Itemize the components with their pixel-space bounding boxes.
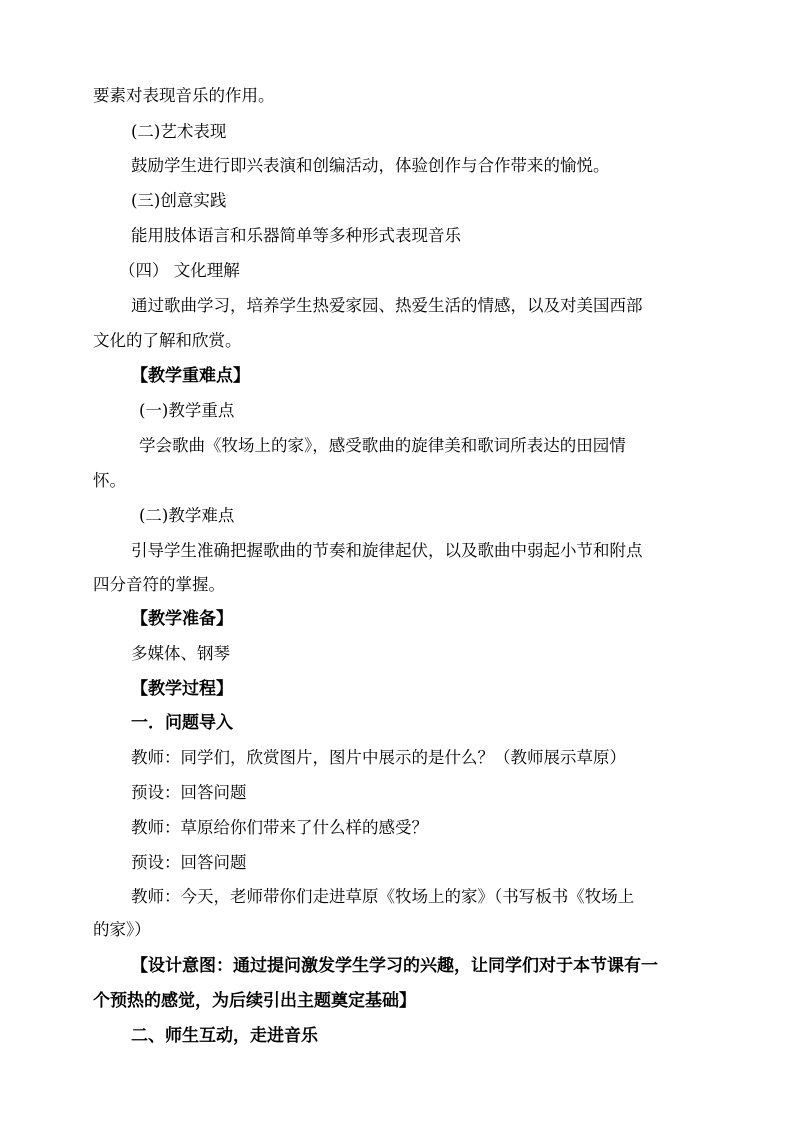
subsection-heading: (二)教学难点 bbox=[139, 506, 235, 525]
text-line: 预设：回答问题 bbox=[131, 853, 247, 872]
text-line: 引导学生准确把握歌曲的节奏和旋律起伏，以及歌曲中弱起小节和附点 bbox=[131, 541, 643, 560]
text-line: 预设：回答问题 bbox=[131, 783, 247, 802]
subsection-heading: （四） 文化理解 bbox=[119, 261, 240, 280]
text-line: 要素对表现音乐的作用。 bbox=[93, 86, 275, 105]
design-intent-note: 个预热的感觉，为后续引出主题奠定基础】 bbox=[93, 991, 416, 1011]
text-line: 多媒体、钢琴 bbox=[131, 644, 230, 663]
text-line: 能用肢体语言和乐器简单等多种形式表现音乐 bbox=[131, 226, 461, 245]
section-heading: 【教学准备】 bbox=[131, 609, 233, 629]
text-line: 四分音符的掌握。 bbox=[93, 575, 225, 594]
section-heading: 二、师生互动，走进音乐 bbox=[131, 1026, 318, 1046]
design-intent-note: 【设计意图：通过提问激发学生学习的兴趣，让同学们对于本节课有一 bbox=[131, 956, 658, 976]
text-line: 怀。 bbox=[93, 471, 126, 490]
text-line: 教师：同学们，欣赏图片，图片中展示的是什么？（教师展示草原） bbox=[131, 748, 626, 767]
subsection-heading: (二)艺术表现 bbox=[131, 122, 227, 141]
text-line: 学会歌曲《牧场上的家》，感受歌曲的旋律美和歌词所表达的田园情 bbox=[139, 436, 626, 455]
text-line: 鼓励学生进行即兴表演和创编活动，体验创作与合作带来的愉悦。 bbox=[131, 156, 610, 175]
section-heading: 【教学过程】 bbox=[131, 679, 233, 699]
subsection-heading: (三)创意实践 bbox=[131, 191, 227, 210]
text-line: 的家》） bbox=[93, 920, 151, 939]
text-line: 通过歌曲学习，培养学生热爱家园、热爱生活的情感，以及对美国西部 bbox=[131, 296, 643, 315]
section-heading: 【教学重难点】 bbox=[131, 366, 250, 386]
subsection-heading: (一)教学重点 bbox=[139, 401, 235, 420]
section-heading: 一．问题导入 bbox=[131, 713, 233, 733]
text-line: 教师：今天，老师带你们走进草原《牧场上的家》（书写板书《牧场上 bbox=[131, 887, 635, 906]
text-line: 文化的了解和欣赏。 bbox=[93, 331, 242, 350]
text-line: 教师：草原给你们带来了什么样的感受？ bbox=[131, 818, 428, 837]
